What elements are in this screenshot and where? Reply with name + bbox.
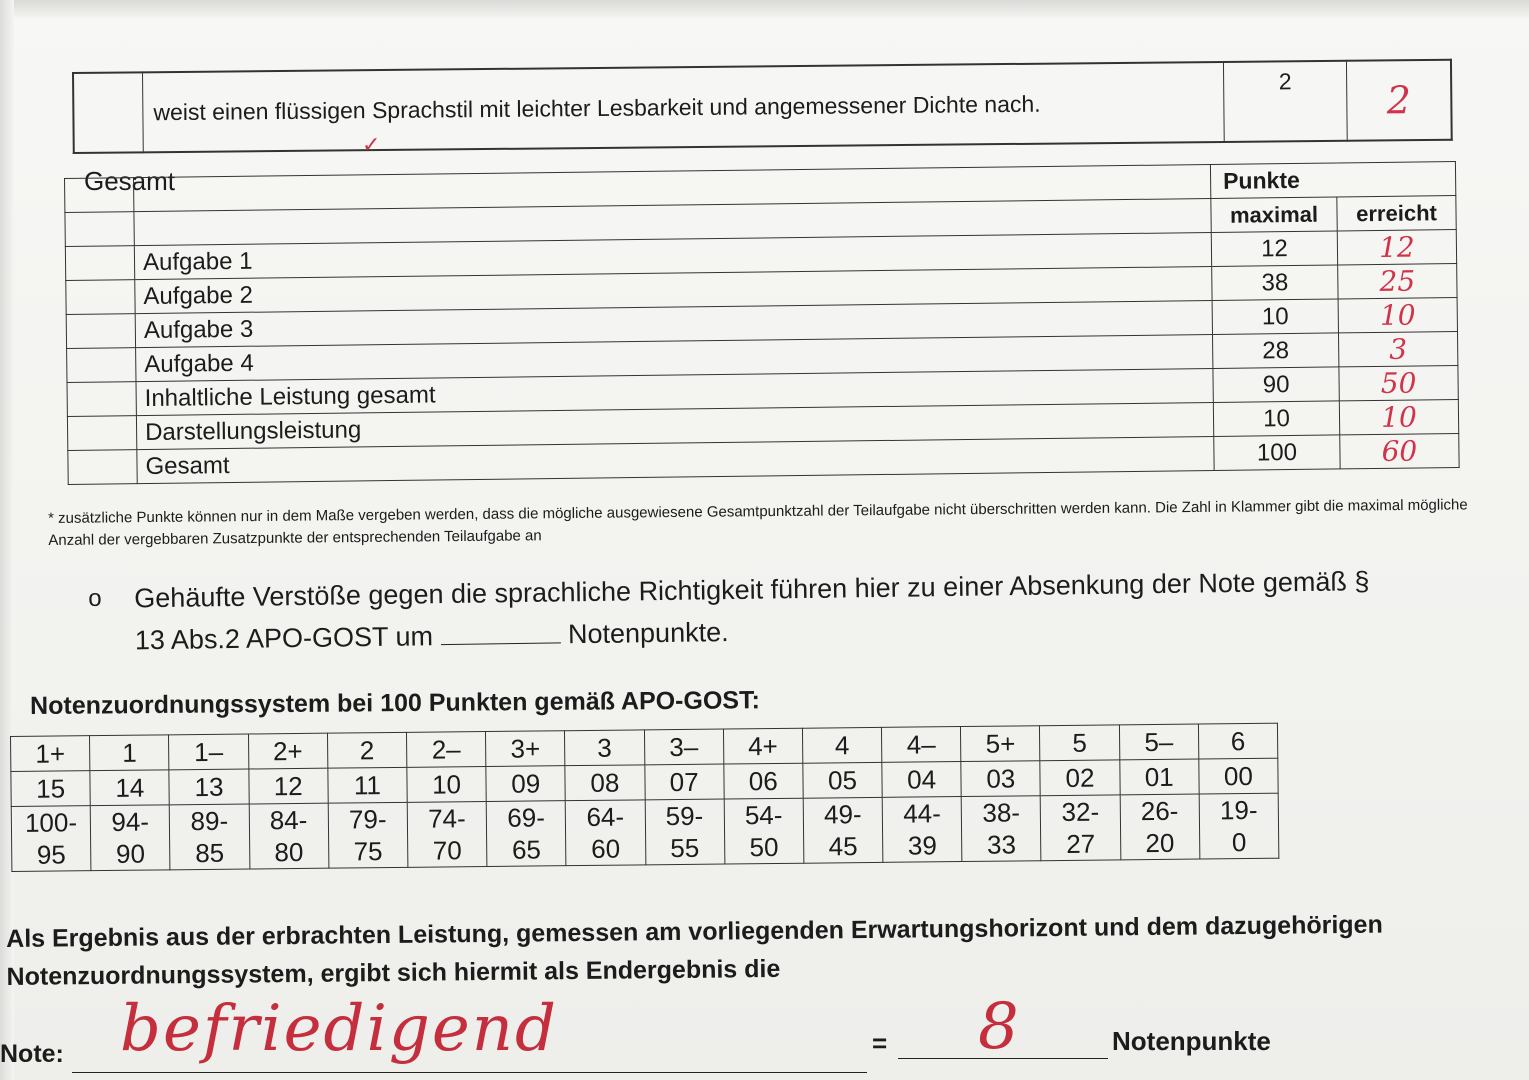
footnote: * zusätzliche Punkte können nur in dem Maße vergeben werden, dass die mögliche ausgewiesene Gesamtpunktzahl der Teilaufgabe nicht überschritten werden kann. Die Zahl in Klammer gibt die maximal mögliche Anzahl der vergebbaren Zusatzpunkte der entsprechenden Teilaufgabe an xyxy=(48,496,1468,549)
range-bottom: 50 xyxy=(749,831,779,863)
grade-cell: 1– xyxy=(169,734,249,770)
criterion-achieved: 2 xyxy=(1346,60,1451,141)
range-bottom: 75 xyxy=(353,836,383,867)
row-max: 90 xyxy=(1213,367,1339,403)
deduction-suffix: Notenpunkte. xyxy=(567,617,729,650)
range-bottom: 65 xyxy=(511,834,542,865)
range-bottom: 90 xyxy=(115,838,146,869)
range-cell xyxy=(1199,793,1279,859)
range-top: 84- xyxy=(269,804,308,836)
notenpunkte-cell: 04 xyxy=(882,762,962,798)
row-achieved: 10 xyxy=(1339,399,1458,434)
row-max: 100 xyxy=(1214,435,1340,471)
row-max: 12 xyxy=(1211,231,1337,267)
range-top: 54- xyxy=(744,799,783,831)
notenpunkte-cell: 11 xyxy=(328,767,408,803)
notenpunkte-cell: 00 xyxy=(1199,758,1279,794)
row-label: Aufgabe 4 xyxy=(136,334,1213,381)
range-cell xyxy=(803,797,883,863)
grade-cell: 2 xyxy=(327,732,407,768)
range-bottom: 85 xyxy=(195,837,225,869)
grade-cell: 3+ xyxy=(486,731,566,767)
range-bottom: 33 xyxy=(986,829,1017,860)
range-bottom: 55 xyxy=(670,832,700,864)
range-cell xyxy=(407,802,487,868)
header-punkte: Punkte xyxy=(1210,162,1455,199)
grade-cell: 5+ xyxy=(961,726,1041,762)
row-achieved: 12 xyxy=(1337,229,1456,264)
grade-cell: 5– xyxy=(1119,724,1199,760)
criterion-row xyxy=(73,60,1452,153)
range-top: 89- xyxy=(190,805,229,837)
range-row xyxy=(11,793,1279,871)
page-shadow-left xyxy=(0,0,14,1080)
range-bottom: 60 xyxy=(590,833,621,864)
range-top: 44- xyxy=(903,798,941,829)
range-bottom: 39 xyxy=(907,830,937,861)
grade-cell: 6 xyxy=(1198,723,1278,759)
range-top: 64- xyxy=(586,801,625,832)
row-label: Gesamt xyxy=(137,436,1214,483)
range-cell xyxy=(90,805,170,871)
range-cell xyxy=(1041,795,1121,861)
row-label: Aufgabe 1 xyxy=(134,232,1211,279)
grade-cell: 4+ xyxy=(723,728,803,764)
notenpunkte-cell: 13 xyxy=(169,769,249,805)
range-cell xyxy=(486,801,566,867)
header-erreicht: erreicht xyxy=(1337,195,1456,230)
grade-cell: 1+ xyxy=(11,736,91,772)
range-top: 94- xyxy=(111,806,150,837)
notenpunkte-cell: 03 xyxy=(961,761,1041,797)
row-achieved: 60 xyxy=(1340,433,1459,468)
range-top: 100- xyxy=(24,807,78,838)
row-label: Inhaltliche Leistung gesamt xyxy=(136,368,1213,415)
range-cell xyxy=(328,802,408,868)
result-text: Als Ergebnis aus der erbrachten Leistung, gemessen am vorliegenden Erwartungshorizont und dem dazugehörigen Notenzuordnungssystem, ergibt sich hiermit als Endergebnis die xyxy=(6,910,1383,991)
range-bottom: 80 xyxy=(274,836,304,868)
row-achieved: 10 xyxy=(1338,297,1457,332)
notenpunkte-cell: 14 xyxy=(90,770,170,806)
grade-cell: 1 xyxy=(90,735,170,771)
range-cell xyxy=(645,799,725,865)
deduction-blank-field[interactable] xyxy=(440,616,560,645)
grade-cell: 3 xyxy=(565,730,645,766)
range-bottom: 27 xyxy=(1066,828,1096,859)
grade-cell: 4 xyxy=(802,727,882,763)
row-label: Aufgabe 3 xyxy=(135,300,1212,347)
row-achieved: 50 xyxy=(1339,365,1458,400)
range-top: 26- xyxy=(1140,795,1179,827)
row-max: 38 xyxy=(1212,265,1338,301)
range-bottom: 45 xyxy=(828,831,858,862)
criterion-text: weist einen flüssigen Sprachstil mit leichter Lesbarkeit und angemessener Dichte nach. xyxy=(143,62,1225,152)
row-max: 28 xyxy=(1212,333,1338,369)
notenpunkte-cell: 10 xyxy=(407,767,487,803)
notenpunkte-cell: 09 xyxy=(486,766,566,802)
notenpunkte-cell: 06 xyxy=(724,763,804,799)
points-table xyxy=(64,161,1460,485)
range-bottom: 70 xyxy=(432,835,462,866)
row-max: 10 xyxy=(1213,401,1339,437)
gesamt-heading: Gesamt xyxy=(84,166,176,196)
range-top: 69- xyxy=(507,802,546,833)
range-cell xyxy=(724,798,804,864)
row-label: Aufgabe 2 xyxy=(135,266,1212,313)
handwritten-points: 8 xyxy=(978,990,1019,1064)
deduction-note xyxy=(88,560,1408,656)
row-achieved: 25 xyxy=(1338,263,1457,298)
range-cell xyxy=(882,797,962,863)
row-achieved: 3 xyxy=(1338,331,1457,366)
deduction-text: Gehäufte Verstöße gegen die sprachliche Richtigkeit führen hier zu einer Absenkung der Note gemäß § 13 Abs.2 APO-GOST um xyxy=(134,566,1370,656)
final-grade-line xyxy=(0,990,1529,1080)
grade-cell: 3– xyxy=(644,729,724,765)
grade-cell: 2+ xyxy=(248,733,328,769)
range-top: 74- xyxy=(427,803,466,834)
notenpunkte-cell: 15 xyxy=(11,771,91,807)
row-label: Darstellungsleistung xyxy=(136,402,1213,449)
grading-title: Notenzuordnungssystem bei 100 Punkten gemäß APO-GOST: xyxy=(30,686,760,720)
range-top: 38- xyxy=(982,797,1021,828)
grade-cell: 5 xyxy=(1040,725,1120,761)
equals-sign: = xyxy=(872,1028,888,1058)
range-top: 49- xyxy=(823,799,862,830)
grade-cell: 2– xyxy=(406,732,486,768)
range-cell xyxy=(1120,794,1200,860)
notenpunkte-cell: 08 xyxy=(565,765,645,801)
checkmark-icon: ✓ xyxy=(362,132,381,157)
notenpunkte-cell: 07 xyxy=(644,764,724,800)
range-cell xyxy=(249,803,329,869)
range-bottom: 95 xyxy=(36,839,66,870)
criterion-number-cell xyxy=(73,72,143,153)
range-cell xyxy=(170,804,250,870)
range-top: 79- xyxy=(348,804,387,835)
range-top: 19- xyxy=(1219,794,1258,826)
row-max: 10 xyxy=(1212,299,1338,335)
notenpunkte-cell: 12 xyxy=(248,768,328,804)
grade-cell: 4– xyxy=(882,727,962,763)
range-cell xyxy=(961,796,1041,862)
range-top: 59- xyxy=(665,800,704,832)
range-bottom: 20 xyxy=(1145,827,1175,859)
page-shadow-top xyxy=(0,0,1529,18)
notenpunkte-label: Notenpunkte xyxy=(1112,1026,1271,1056)
handwritten-grade: befriedigend xyxy=(120,992,558,1066)
header-maximal: maximal xyxy=(1211,197,1337,233)
criterion-table xyxy=(72,59,1453,154)
grading-table xyxy=(10,723,1279,872)
grade-blank-field[interactable] xyxy=(72,1072,867,1073)
notenpunkte-cell: 05 xyxy=(803,762,883,798)
range-cell xyxy=(11,806,91,872)
range-bottom: 0 xyxy=(1231,827,1247,858)
criterion-max: 2 xyxy=(1223,61,1347,142)
range-top: 32- xyxy=(1061,796,1100,827)
notenpunkte-cell: 02 xyxy=(1040,760,1120,796)
note-label: Note: xyxy=(0,1040,64,1068)
bullet-icon: o xyxy=(88,584,102,612)
notenpunkte-cell: 01 xyxy=(1119,759,1199,795)
range-cell xyxy=(566,800,646,866)
